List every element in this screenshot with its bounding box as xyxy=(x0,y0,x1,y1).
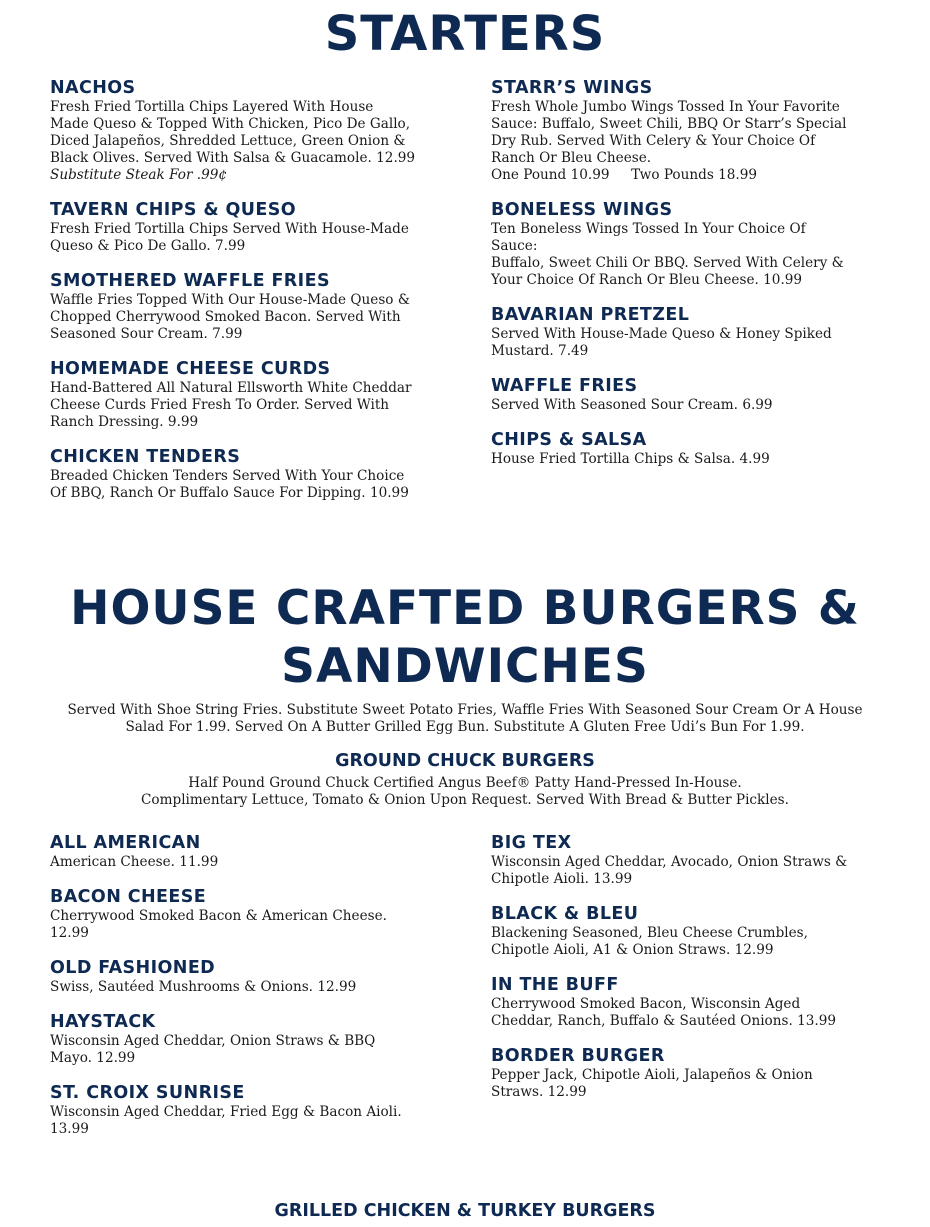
menu-item xyxy=(50,957,445,996)
menu-item-description xyxy=(491,451,881,468)
menu-item-description xyxy=(491,99,881,184)
menu-item-description xyxy=(491,996,881,1030)
menu-item-description-line: Ten Boneless Wings Tossed In Your Choice Of xyxy=(491,221,806,237)
menu-item-description xyxy=(491,397,881,414)
ground-chuck-line-2: Complimentary Lettuce, Tomato & Onion Upon Request. Served With Bread & Butter Pickles. xyxy=(141,792,789,808)
burgers-intro-line-1: Served With Shoe String Fries. Substitute Sweet Potato Fries, Waffle Fries With Seasoned Sour Cream Or A House xyxy=(67,702,863,718)
menu-item-name: BONELESS WINGS xyxy=(491,200,673,220)
menu-item-description xyxy=(50,1104,445,1138)
menu-item xyxy=(50,77,445,184)
menu-item-description-line: Buffalo, Sweet Chili Or BBQ. Served With Celery & xyxy=(491,255,844,271)
menu-item-description-line: 13.99 xyxy=(50,1121,89,1137)
menu-item-name: CHICKEN TENDERS xyxy=(50,447,241,467)
menu-item-description-line: 12.99 xyxy=(50,925,89,941)
menu-item-description-line: Wisconsin Aged Cheddar, Fried Egg & Bacon Aioli. xyxy=(50,1104,402,1120)
menu-item-name: HAYSTACK xyxy=(50,1012,156,1032)
menu-item-name: ST. CROIX SUNRISE xyxy=(50,1083,245,1103)
menu-item-description-line: Ranch Dressing. 9.99 xyxy=(50,414,199,430)
menu-item-name: BLACK & BLEU xyxy=(491,904,639,924)
menu-item-description-line: Hand-Battered All Natural Ellsworth White Cheddar xyxy=(50,380,412,396)
menu-item xyxy=(491,304,881,360)
menu-item-description xyxy=(50,854,445,871)
menu-item-name: CHIPS & SALSA xyxy=(491,430,647,450)
menu-item-description-line: Chipotle Aioli, A1 & Onion Straws. 12.99 xyxy=(491,942,774,958)
menu-item xyxy=(50,886,445,942)
menu-item-description-line: Of BBQ, Ranch Or Buffalo Sauce For Dipping. 10.99 xyxy=(50,485,409,501)
menu-item-description-line: House Fried Tortilla Chips & Salsa. 4.99 xyxy=(491,451,770,467)
menu-item-description-line: Chipotle Aioli. 13.99 xyxy=(491,871,633,887)
menu-item-description xyxy=(491,925,881,959)
burgers-title-line-2: SANDWICHES xyxy=(281,639,649,694)
menu-item-description xyxy=(50,292,445,343)
menu-item xyxy=(50,832,445,871)
menu-item-description-line: Wisconsin Aged Cheddar, Avocado, Onion Straws & xyxy=(491,854,848,870)
menu-item-description-line: Sauce: xyxy=(491,238,538,254)
menu-item xyxy=(491,77,881,184)
starters-right-column xyxy=(491,77,881,483)
menu-item-name: STARR’S WINGS xyxy=(491,78,653,98)
menu-item-name: ALL AMERICAN xyxy=(50,833,201,853)
chicken-turkey-heading: GRILLED CHICKEN & TURKEY BURGERS xyxy=(274,1201,656,1221)
menu-item-description xyxy=(50,908,445,942)
menu-item-description-line: Swiss, Sautéed Mushrooms & Onions. 12.99 xyxy=(50,979,357,995)
menu-item-note: Substitute Steak For .99¢ xyxy=(50,167,228,183)
menu-item-description-line: Seasoned Sour Cream. 7.99 xyxy=(50,326,243,342)
burgers-left-column xyxy=(50,832,445,1153)
menu-item xyxy=(491,832,881,888)
starters-left-column xyxy=(50,77,445,517)
menu-item-description xyxy=(50,979,445,996)
starters-title: STARTERS xyxy=(324,6,606,62)
menu-item xyxy=(491,1045,881,1101)
menu-item-name: OLD FASHIONED xyxy=(50,958,216,978)
menu-item-description-line: American Cheese. 11.99 xyxy=(50,854,219,870)
menu-item-description-line: Fresh Fried Tortilla Chips Layered With House xyxy=(50,99,374,115)
menu-item xyxy=(50,199,445,255)
menu-item-description-line: One Pound 10.99 Two Pounds 18.99 xyxy=(491,167,758,183)
menu-item-description xyxy=(50,380,445,431)
menu-item-description-line: Chopped Cherrywood Smoked Bacon. Served With xyxy=(50,309,401,325)
menu-item-description xyxy=(491,326,881,360)
menu-item-description-line: Straws. 12.99 xyxy=(491,1084,587,1100)
menu-item-description-line: Pepper Jack, Chipotle Aioli, Jalapeños & Onion xyxy=(491,1067,813,1083)
burgers-right-column xyxy=(491,832,881,1116)
menu-item-name: BAVARIAN PRETZEL xyxy=(491,305,690,325)
menu-item-description-line: Dry Rub. Served With Celery & Your Choice Of xyxy=(491,133,816,149)
menu-item-description xyxy=(491,221,881,289)
menu-item-description-line: Waffle Fries Topped With Our House-Made Queso & xyxy=(50,292,410,308)
menu-item xyxy=(491,375,881,414)
menu-item-name: HOMEMADE CHEESE CURDS xyxy=(50,359,331,379)
menu-item-description xyxy=(50,1033,445,1067)
menu-item-description-line: Mayo. 12.99 xyxy=(50,1050,136,1066)
menu-item-description xyxy=(50,468,445,502)
menu-item-description-line: Blackening Seasoned, Bleu Cheese Crumbles, xyxy=(491,925,808,941)
menu-item-description-line: Served With Seasoned Sour Cream. 6.99 xyxy=(491,397,773,413)
menu-item xyxy=(50,270,445,343)
menu-item-description-line: Sauce: Buffalo, Sweet Chili, BBQ Or Starr’s Special xyxy=(491,116,847,132)
menu-item-name: BACON CHEESE xyxy=(50,887,207,907)
menu-item xyxy=(491,903,881,959)
burgers-intro xyxy=(0,702,930,736)
menu-item-name: SMOTHERED WAFFLE FRIES xyxy=(50,271,330,291)
menu-item-name: BIG TEX xyxy=(491,833,572,853)
menu-item-description-line: Fresh Whole Jumbo Wings Tossed In Your Favorite xyxy=(491,99,840,115)
ground-chuck-line-1: Half Pound Ground Chuck Certified Angus Beef® Patty Hand-Pressed In-House. xyxy=(188,775,742,791)
menu-item xyxy=(491,974,881,1030)
menu-item xyxy=(491,199,881,289)
menu-item xyxy=(50,358,445,431)
menu-item-description-line: Cherrywood Smoked Bacon & American Cheese. xyxy=(50,908,387,924)
menu-item-name: NACHOS xyxy=(50,78,136,98)
burgers-title-line-1: HOUSE CRAFTED BURGERS & xyxy=(70,581,860,636)
menu-item-description-line: Breaded Chicken Tenders Served With Your Choice xyxy=(50,468,405,484)
menu-item-name: BORDER BURGER xyxy=(491,1046,665,1066)
menu-item-description-line: Cheese Curds Fried Fresh To Order. Served With xyxy=(50,397,390,413)
menu-item-description xyxy=(50,221,445,255)
menu-item-description-line: Mustard. 7.49 xyxy=(491,343,589,359)
menu-item-description-line: Served With House-Made Queso & Honey Spiked xyxy=(491,326,832,342)
menu-item-description-line: Diced Jalapeños, Shredded Lettuce, Green Onion & xyxy=(50,133,406,149)
ground-chuck-heading: GROUND CHUCK BURGERS xyxy=(335,751,595,771)
menu-item-description-line: Ranch Or Bleu Cheese. xyxy=(491,150,652,166)
menu-item-description-line: Queso & Pico De Gallo. 7.99 xyxy=(50,238,246,254)
menu-item-name: WAFFLE FRIES xyxy=(491,376,638,396)
menu-item-description-line: Cheddar, Ranch, Buffalo & Sautéed Onions. 13.99 xyxy=(491,1013,837,1029)
burgers-title xyxy=(0,580,930,696)
menu-item xyxy=(50,1011,445,1067)
menu-item xyxy=(491,429,881,468)
menu-item-description-line: Black Olives. Served With Salsa & Guacamole. 12.99 xyxy=(50,150,416,166)
menu-item-description-line: Your Choice Of Ranch Or Bleu Cheese. 10.99 xyxy=(491,272,803,288)
menu-item-description xyxy=(491,854,881,888)
menu-item-description-line: Fresh Fried Tortilla Chips Served With House-Made xyxy=(50,221,409,237)
menu-item-description xyxy=(491,1067,881,1101)
menu-item-name: IN THE BUFF xyxy=(491,975,619,995)
menu-item xyxy=(50,1082,445,1138)
ground-chuck-description xyxy=(0,775,930,809)
menu-item-description-line: Cherrywood Smoked Bacon, Wisconsin Aged xyxy=(491,996,801,1012)
menu-item-description xyxy=(50,99,445,184)
menu-item-description-line: Wisconsin Aged Cheddar, Onion Straws & BBQ xyxy=(50,1033,376,1049)
menu-item-description-line: Made Queso & Topped With Chicken, Pico De Gallo, xyxy=(50,116,411,132)
menu-item xyxy=(50,446,445,502)
menu-item-name: TAVERN CHIPS & QUESO xyxy=(50,200,297,220)
burgers-intro-line-2: Salad For 1.99. Served On A Butter Grilled Egg Bun. Substitute A Gluten Free Udi’s Bun For 1.99. xyxy=(125,719,805,735)
